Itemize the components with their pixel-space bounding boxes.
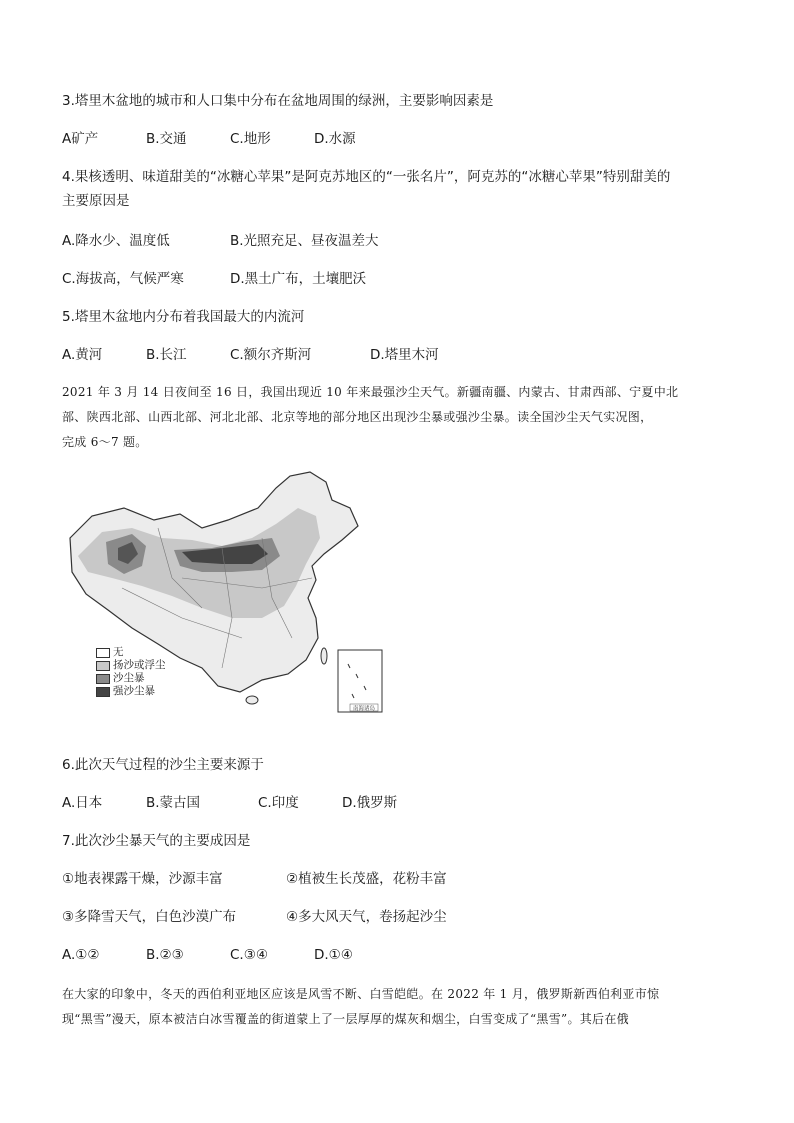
legend-swatch-strong	[96, 687, 110, 697]
q5-option-c: C.额尔齐斯河	[230, 347, 312, 363]
dust-weather-map	[62, 468, 388, 718]
legend-label-storm: 沙尘暴	[113, 672, 145, 684]
q7-item-1: ①地表裸露干燥，沙源丰富	[62, 871, 223, 887]
inset-label: 南海诸岛	[352, 706, 376, 712]
q3-option-a: A矿产	[62, 131, 99, 147]
closing-line-1: 在大家的印象中，冬天的西伯利亚地区应该是风雪不断、白雪皑皑。在 2022 年 1 月，俄罗斯新西伯利亚市惊	[62, 987, 660, 1001]
q6-option-c: C.印度	[258, 795, 299, 811]
q3-stem: 3.塔里木盆地的城市和人口集中分布在盆地周围的绿洲，主要影响因素是	[62, 93, 494, 109]
intro-line-2: 部、陕西北部、山西北部、河北北部、北京等地的部分地区出现沙尘暴或强沙尘暴。读全国沙尘天气实况图，	[62, 410, 653, 424]
closing-paragraph	[62, 982, 742, 1032]
legend-swatch-storm	[96, 674, 110, 684]
south-sea-inset	[338, 650, 382, 712]
legend-label-none: 无	[113, 646, 124, 658]
q3-option-c: C.地形	[230, 131, 271, 147]
legend-item-storm	[96, 672, 166, 685]
q3-option-d: D.水源	[314, 131, 356, 147]
q4-stem-line1: 4.果核透明、味道甜美的“冰糖心苹果”是阿克苏地区的“一张名片”，阿克苏的“冰糖心苹果”特别甜美的	[62, 169, 671, 185]
q5-option-b: B.长江	[146, 347, 187, 363]
q6-stem: 6.此次天气过程的沙尘主要来源于	[62, 757, 264, 773]
legend-item-none	[96, 646, 166, 659]
legend-swatch-dust	[96, 661, 110, 671]
intro-line-1: 2021 年 3 月 14 日夜间至 16 日，我国出现近 10 年来最强沙尘天气。新疆南疆、内蒙古、甘肃西部、宁夏中北	[62, 385, 679, 399]
q4-option-b: B.光照充足、昼夜温差大	[230, 233, 379, 249]
intro-line-3: 完成 6～7 题。	[62, 435, 148, 449]
legend-label-strong: 强沙尘暴	[113, 685, 155, 697]
legend-swatch-none	[96, 648, 110, 658]
q4-option-d: D.黑土广布，土壤肥沃	[230, 271, 367, 287]
q3-option-b: B.交通	[146, 131, 187, 147]
legend-item-strong	[96, 685, 166, 698]
q7-item-2: ②植被生长茂盛，花粉丰富	[286, 871, 447, 887]
q5-stem: 5.塔里木盆地内分布着我国最大的内流河	[62, 309, 305, 325]
q7-item-3: ③多降雪天气，白色沙漠广布	[62, 909, 237, 925]
q7-option-c: C.③④	[230, 947, 268, 963]
q4-stem-line2: 主要原因是	[62, 193, 130, 209]
intro-paragraph	[62, 380, 742, 455]
q6-option-a: A.日本	[62, 795, 103, 811]
legend-label-dust: 扬沙或浮尘	[113, 659, 166, 671]
taiwan-island	[321, 648, 327, 664]
map-legend	[96, 646, 166, 698]
closing-line-2: 现“黑雪”漫天，原本被洁白冰雪覆盖的街道蒙上了一层厚厚的煤灰和烟尘，白雪变成了“黑雪”。其后在俄	[62, 1012, 629, 1026]
q6-option-d: D.俄罗斯	[342, 795, 398, 811]
q7-option-b: B.②③	[146, 947, 184, 963]
q7-stem: 7.此次沙尘暴天气的主要成因是	[62, 833, 251, 849]
q5-option-d: D.塔里木河	[370, 347, 439, 363]
hainan-island	[246, 696, 258, 704]
q7-option-d: D.①④	[314, 947, 353, 963]
q5-option-a: A.黄河	[62, 347, 103, 363]
q7-item-4: ④多大风天气，卷扬起沙尘	[286, 909, 447, 925]
q7-option-a: A.①②	[62, 947, 100, 963]
q4-option-c: C.海拔高，气候严寒	[62, 271, 184, 287]
q4-option-a: A.降水少、温度低	[62, 233, 170, 249]
legend-item-dust	[96, 659, 166, 672]
q6-option-b: B.蒙古国	[146, 795, 201, 811]
